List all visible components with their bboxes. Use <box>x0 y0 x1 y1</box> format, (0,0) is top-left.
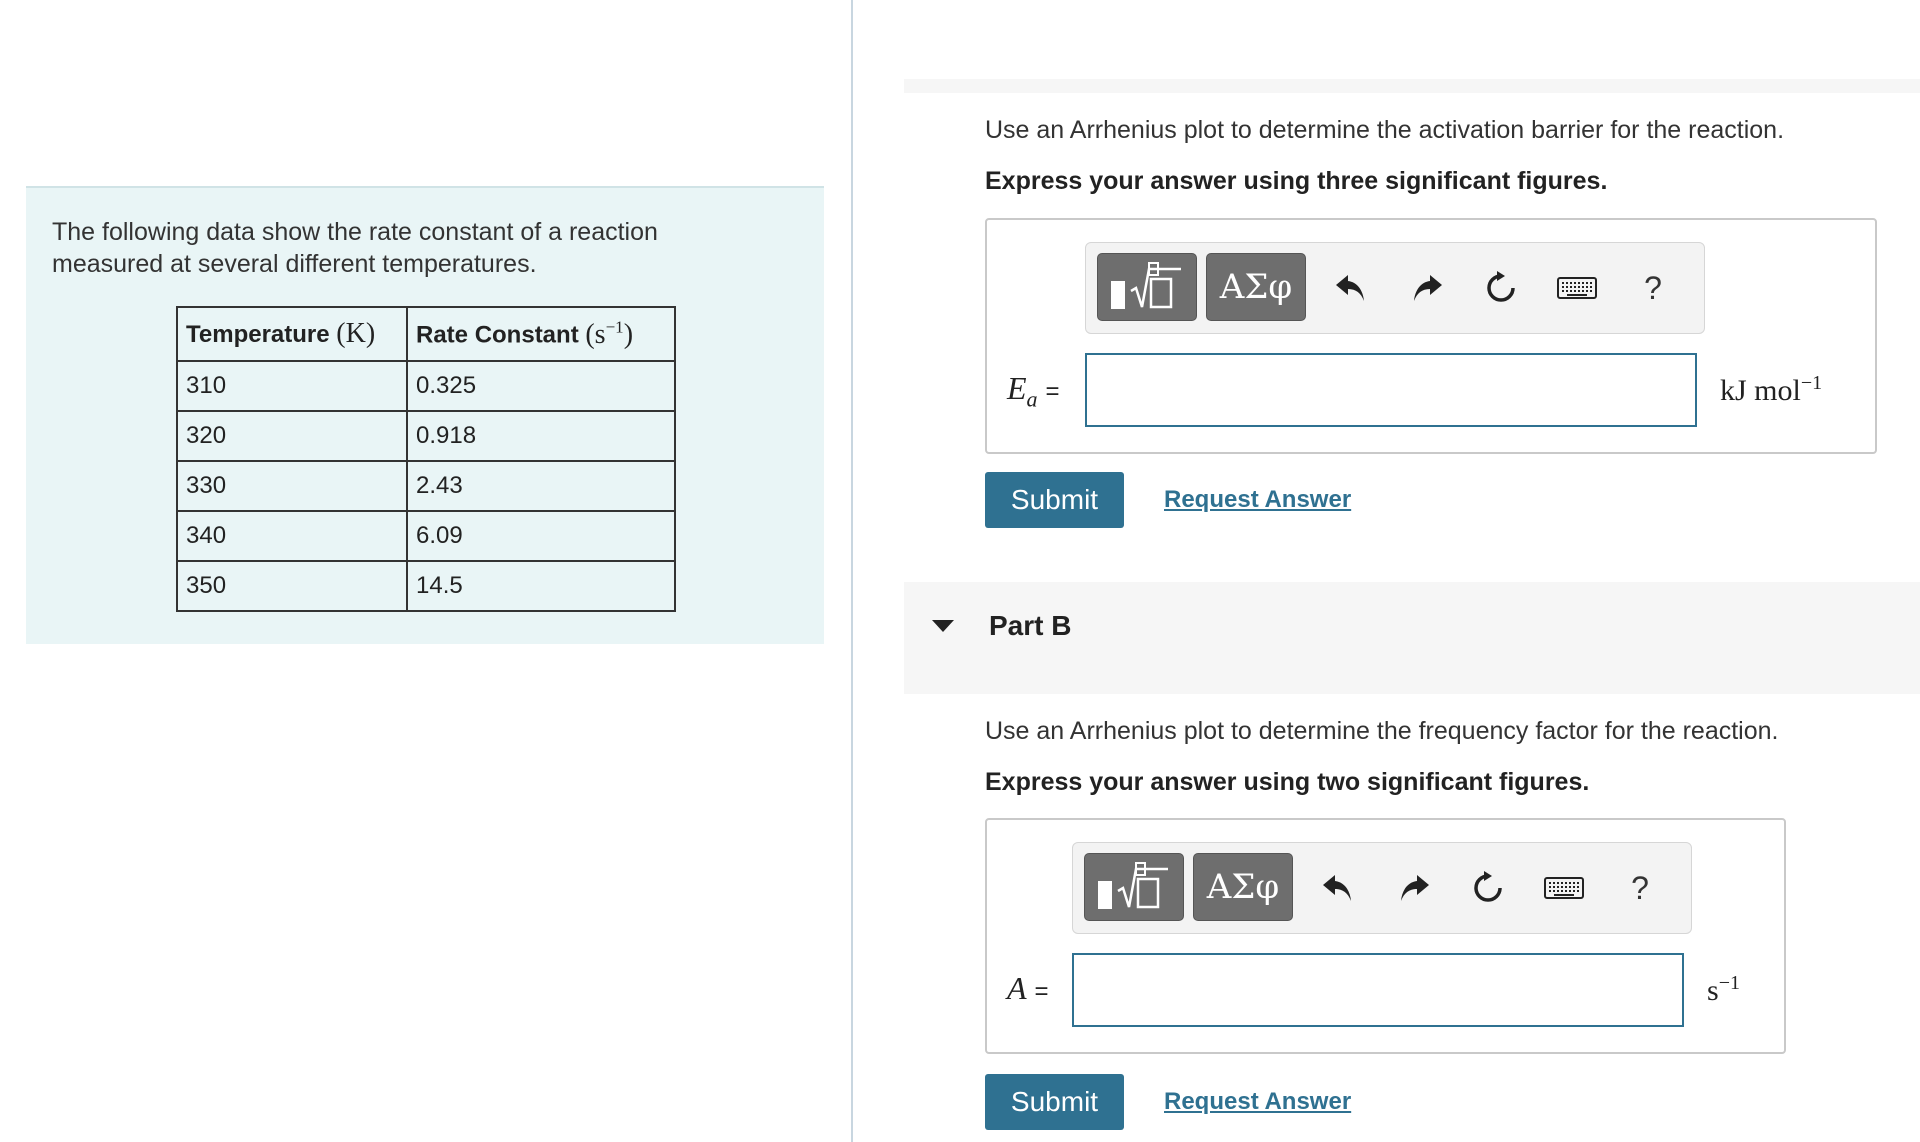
ea-variable-label: $E_a$ = <box>1007 370 1060 412</box>
ea-unit-label: kJ mol$^{-1}$ <box>1720 372 1823 407</box>
a-unit-label: $s^{-1}$ <box>1707 972 1740 1007</box>
table-row <box>177 411 675 461</box>
templates-icon[interactable] <box>1084 853 1184 921</box>
help-icon[interactable]: ? <box>1631 869 1649 906</box>
part-b-instruction: Express your answer using two significant figures. <box>985 768 1590 796</box>
redo-icon[interactable] <box>1404 265 1450 311</box>
undo-icon[interactable] <box>1315 865 1361 911</box>
undo-icon[interactable] <box>1328 265 1374 311</box>
a-variable-label: A = <box>1007 970 1049 1006</box>
part-a-submit-button[interactable]: Submit <box>985 472 1124 528</box>
part-b-request-answer-link[interactable]: Request Answer <box>1164 1088 1352 1115</box>
templates-icon[interactable] <box>1097 253 1197 321</box>
part-a-math-toolbar <box>1085 242 1705 334</box>
rate-cell: 14.5 <box>407 561 675 611</box>
a-answer-input[interactable] <box>1072 953 1684 1027</box>
greek-symbols-icon[interactable]: ΑΣφ <box>1193 853 1293 921</box>
keyboard-icon[interactable] <box>1541 865 1587 911</box>
part-a-question: Use an Arrhenius plot to determine the activation barrier for the reaction. <box>985 116 1785 144</box>
temperature-unit: (K) <box>336 318 376 349</box>
ea-answer-input[interactable] <box>1085 353 1697 427</box>
intro-panel <box>26 186 824 644</box>
part-b-question: Use an Arrhenius plot to determine the frequency factor for the reaction. <box>985 717 1779 745</box>
greek-symbols-icon[interactable]: ΑΣφ <box>1206 253 1306 321</box>
rate-cell: 0.325 <box>407 361 675 411</box>
rate-cell: 0.918 <box>407 411 675 461</box>
intro-text: The following data show the rate constant of a reaction measured at several different temperatures. <box>52 218 658 278</box>
temperature-cell: 330 <box>177 461 407 511</box>
rate-cell: 2.43 <box>407 461 675 511</box>
part-a-instruction: Express your answer using three significant figures. <box>985 167 1608 195</box>
part-b-answer-box <box>985 818 1786 1054</box>
collapse-caret-icon[interactable] <box>932 620 954 632</box>
header-rate-constant: Rate Constant $(s^{-1})$ <box>407 307 675 361</box>
table-row <box>177 361 675 411</box>
rate-data-table <box>176 306 676 612</box>
keyboard-icon[interactable] <box>1554 265 1600 311</box>
table-row <box>177 461 675 511</box>
part-b-title: Part B <box>989 610 1072 641</box>
table-row <box>177 561 675 611</box>
reset-icon[interactable] <box>1465 865 1511 911</box>
table-header-row <box>177 307 675 361</box>
redo-icon[interactable] <box>1391 865 1437 911</box>
header-temperature: Temperature (K) <box>177 307 407 361</box>
rate-cell: 6.09 <box>407 511 675 561</box>
panel-divider <box>851 0 853 1142</box>
temperature-cell: 350 <box>177 561 407 611</box>
part-b-header[interactable] <box>904 582 1920 694</box>
temperature-cell: 320 <box>177 411 407 461</box>
part-a-answer-box <box>985 218 1877 454</box>
table-row <box>177 511 675 561</box>
part-b-math-toolbar <box>1072 842 1692 934</box>
help-icon[interactable]: ? <box>1644 269 1662 306</box>
temperature-cell: 340 <box>177 511 407 561</box>
reset-icon[interactable] <box>1478 265 1524 311</box>
part-b-submit-button[interactable]: Submit <box>985 1074 1124 1130</box>
part-a-request-answer-link[interactable]: Request Answer <box>1164 486 1352 513</box>
temperature-cell: 310 <box>177 361 407 411</box>
part-a-header-strip <box>904 79 1920 93</box>
rate-unit: $(s^{-1})$ <box>585 317 634 350</box>
